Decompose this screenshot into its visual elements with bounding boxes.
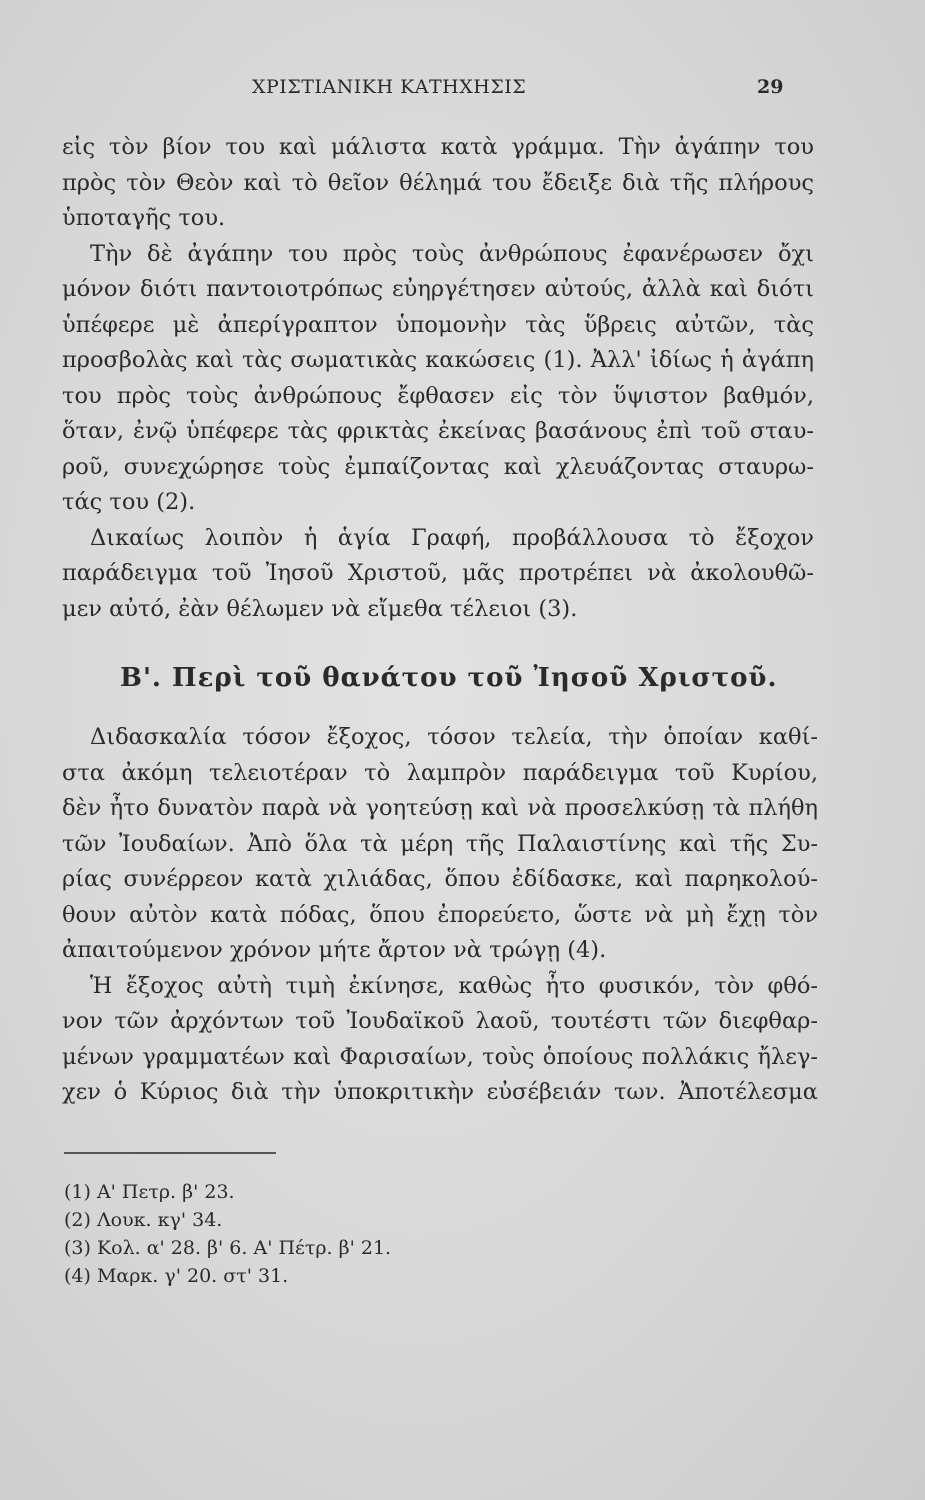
text-line: Διδασκαλία τόσον ἔξοχος, τόσον τελεία, τὴν ὁποίαν καθί- xyxy=(90,724,818,750)
text-line: ροῦ, συνεχώρησε τοὺς ἐμπαίζοντας καὶ χλευάζοντας σταυρω- xyxy=(62,453,814,480)
page-header xyxy=(0,76,925,108)
text-line: ἀπαιτούμενον χρόνον μήτε ἄρτον νὰ τρώγῃ (4). xyxy=(62,937,607,963)
footnote: (1) Α' Πετρ. β' 23. xyxy=(64,1181,235,1203)
text-line: μένων γραμματέων καὶ Φαρισαίων, τοὺς ὁποίους πολλάκις ἤλεγ- xyxy=(62,1043,818,1070)
text-line: τῶν Ἰουδαίων. Ἀπὸ ὅλα τὰ μέρη τῆς Παλαιστίνης καὶ τῆς Συ- xyxy=(62,830,818,857)
footnote: (3) Κολ. α' 28. β' 6. Α' Πέτρ. β' 21. xyxy=(64,1237,392,1259)
text-line: χεν ὁ Κύριος διὰ τὴν ὑποκριτικὴν εὐσέβειάν των. Ἀποτέλεσμα xyxy=(62,1079,818,1105)
text-line: του πρὸς τοὺς ἀνθρώπους ἔφθασεν εἰς τὸν ὕψιστον βαθμόν, xyxy=(62,382,814,409)
running-title: ΧΡΙΣΤΙΑΝΙΚΗ ΚΑΤΗΧΗΣΙΣ xyxy=(252,76,527,98)
text-line: ὅταν, ἐνῷ ὑπέφερε τὰς φρικτὰς ἐκείνας βασάνους ἐπὶ τοῦ σταυ- xyxy=(62,418,814,444)
text-line: ὑπέφερε μὲ ἀπερίγραπτον ὑπομονὴν τὰς ὕβρεις αὐτῶν, τὰς xyxy=(62,311,814,338)
text-line: Ἡ ἔξοχος αὐτὴ τιμὴ ἐκίνησε, καθὼς ἦτο φυσικόν, τὸν φθό- xyxy=(90,972,818,999)
footnotes xyxy=(64,1178,391,1290)
text-line: μεν αὐτό, ἐὰν θέλωμεν νὰ εἴμεθα τέλειοι (3). xyxy=(62,595,578,622)
text-line: προσβολὰς καὶ τὰς σωματικὰς κακώσεις (1). Ἀλλ' ἰδίως ἡ ἀγάπη xyxy=(62,347,814,373)
text-line: ὑποταγῆς του. xyxy=(62,205,226,231)
footnote: (2) Λουκ. κγ' 34. xyxy=(64,1209,223,1231)
text-line: θουν αὐτὸν κατὰ πόδας, ὅπου ἐπορεύετο, ὥστε νὰ μὴ ἔχῃ τὸν xyxy=(62,901,818,928)
text-line: παράδειγμα τοῦ Ἰησοῦ Χριστοῦ, μᾶς προτρέπει νὰ ἀκολουθῶ- xyxy=(62,560,814,586)
text-line: Τὴν δὲ ἀγάπην του πρὸς τοὺς ἀνθρώπους ἐφανέρωσεν ὄχι xyxy=(90,240,814,267)
text-line: πρὸς τὸν Θεὸν καὶ τὸ θεῖον θέλημά του ἔδειξε διὰ τῆς πλήρους xyxy=(62,169,814,196)
text-line: δὲν ἦτο δυνατὸν παρὰ νὰ γοητεύσῃ καὶ νὰ προσελκύσῃ τὰ πλήθη xyxy=(62,795,818,821)
text-line: τάς του (2). xyxy=(62,489,196,515)
body-text-bottom xyxy=(62,720,818,1111)
text-line: μόνον διότι παντοιοτρόπως εὐηργέτησεν αὐτούς, ἀλλὰ καὶ διότι xyxy=(62,276,814,302)
footnote: (4) Μαρκ. γ' 20. στ' 31. xyxy=(64,1265,289,1287)
page-number: 29 xyxy=(757,76,784,98)
section-heading: Β'. Περὶ τοῦ θανάτου τοῦ Ἰησοῦ Χριστοῦ. xyxy=(120,663,778,693)
text-line: εἰς τὸν βίον του καὶ μάλιστα κατὰ γράμμα. Τὴν ἀγάπην του xyxy=(62,134,814,160)
text-line: ρίας συνέρρεον κατὰ χιλιάδας, ὅπου ἐδίδασκε, καὶ παρηκολού- xyxy=(62,866,818,892)
footnote-divider xyxy=(64,1152,276,1154)
text-line: στα ἀκόμη τελειοτέραν τὸ λαμπρὸν παράδειγμα τοῦ Κυρίου, xyxy=(62,759,818,786)
body-text-top xyxy=(62,130,814,627)
text-line: Δικαίως λοιπὸν ἡ ἁγία Γραφή, προβάλλουσα τὸ ἔξοχον xyxy=(90,524,814,551)
text-line: νον τῶν ἀρχόντων τοῦ Ἰουδαϊκοῦ λαοῦ, τουτέστι τῶν διεφθαρ- xyxy=(62,1008,818,1034)
